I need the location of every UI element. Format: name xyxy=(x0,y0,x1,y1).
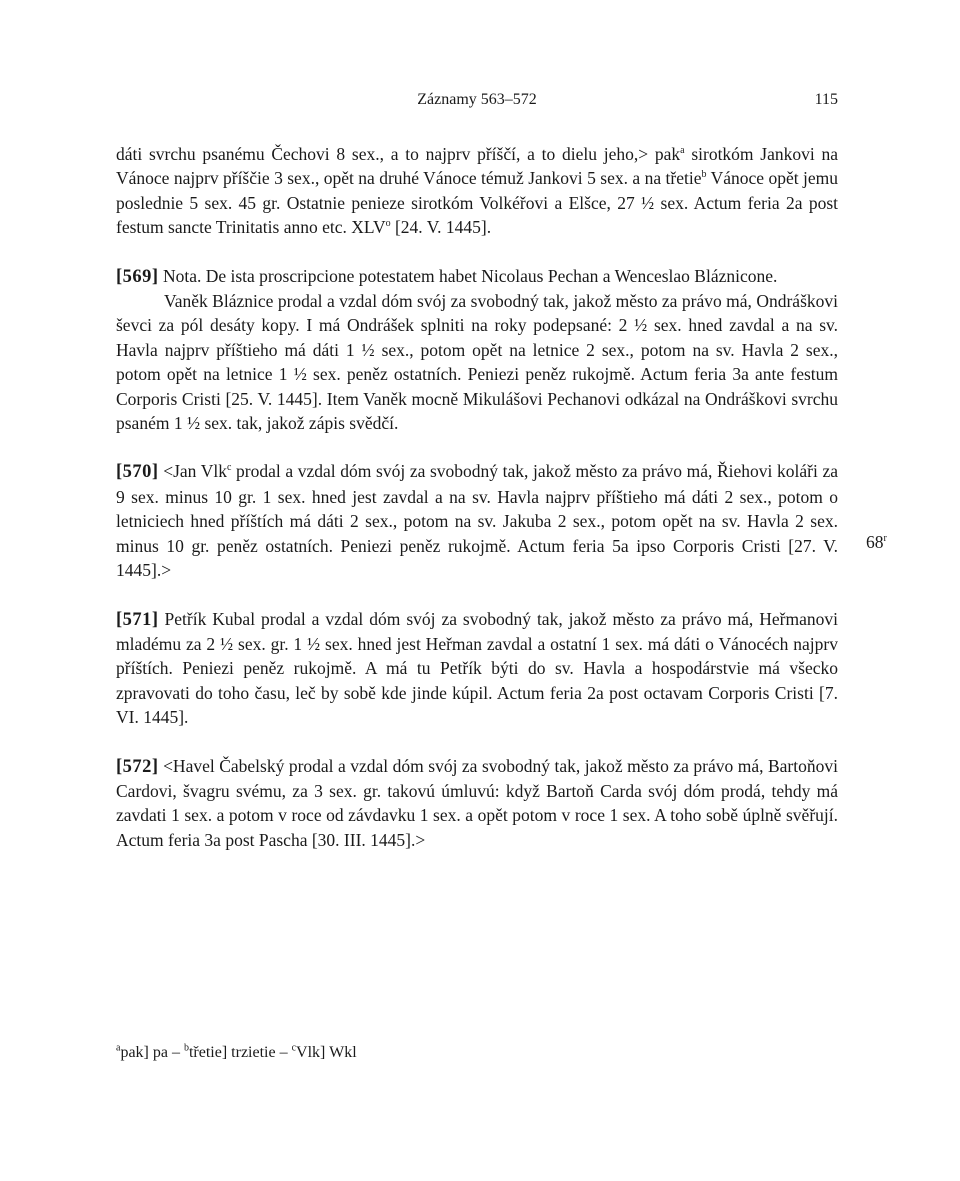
paragraph xyxy=(116,754,838,853)
text-run: dáti svrchu psanému Čechovi 8 sex., a to najprv příščí, a to dielu jeho,> pak xyxy=(116,144,681,164)
paragraph xyxy=(116,264,838,289)
footnote-b-mark: b xyxy=(183,1042,189,1054)
footnote-separator: – xyxy=(167,1044,184,1061)
footnote-mark-b: b xyxy=(701,169,707,181)
paragraph xyxy=(116,607,838,730)
running-title: Záznamy 563–572 xyxy=(417,91,537,108)
main-text xyxy=(116,142,838,852)
folio-side: r xyxy=(883,533,887,545)
text-run: <Jan Vlk xyxy=(158,461,227,482)
page-number: 115 xyxy=(814,91,838,108)
paragraph: Vaněk Bláznice prodal a vzdal dóm svój za svobodný tak, jakož město za právo má, Ondráškovi ševci za pól desáty kopy. I má Ondrášek splniti na roky podepsané: 2 ½ sex. hned zavdal a na sv. Havla najprv příštieho má dáti 1 ½ sex., potom opět na letnice 2 sex., potom na sv. Havla 2 sex., potom opět na letnice 1 ½ sex. peněz ostatních. Peniezi peněz rukojmě. Actum feria 3a ante festum Corporis Cristi [25. V. 1445]. Item Vaněk mocně Mikulášovi Pechanovi odkázal na Ondráškovi svrchu psaném 1 ½ sex. tak, jakož zápis svědčí. xyxy=(116,291,838,434)
text-run: [24. V. 1445]. xyxy=(390,217,492,238)
entry-572 xyxy=(116,754,838,853)
text-run: <Havel Čabelský prodal a vzdal dóm svój za svobodný tak, jakož město za právo má, Bartoňovi Cardovi, švagru svému, za 3 sex. gr. takovú úmluvú: když Bartoň Carda svój dóm prodá, tehdy má zavdati 1 sex. a potom v roce od závdavku 1 sex. a opět potom v roce 1 sex. A toho sobě úplně svěřují. Actum feria 3a post Pascha [30. III. 1445].> xyxy=(116,755,838,850)
footnote-mark-c: c xyxy=(226,462,232,474)
text-run: Petřík Kubal prodal a vzdal dóm svój za svobodný tak, jakož město za právo má, Heřmanovi mladému za 2 ½ sex. gr. 1 ½ sex. hned jest Heřman zavdal a ostatní 1 sex. má dáti o Vánocéch najprv příštích. Peniezi peněz rukojmě. A má tu Petřík býti do sv. Havla a hospodárstvie má všecko zpravovati do toho času, leč by sobě kde jinde kúpil. Actum feria 2a post octavam Corporis Cristi [7. VI. 1445]. xyxy=(116,608,838,728)
folio-number: 68 xyxy=(866,532,884,552)
folio-margin-note xyxy=(866,532,887,553)
entry-number: [571] xyxy=(116,609,159,630)
footnote-c-mark: c xyxy=(291,1042,297,1054)
text-run: Vánoce opět jemu poslednie 5 sex. 45 gr. Ostatnie penieze sirotkóm Volkéřovi a Elšce, 27 ½ sex. Actum feria 2a post festum sancte Trinitatis anno etc. XLV xyxy=(116,168,839,238)
text-run: prodal a vzdal dóm svój za svobodný tak, jakož město za právo má, Řiehovi koláři za 9 sex. minus 10 gr. 1 sex. hned jest zavdal a na sv. Havla najprv příštieho má dáti 2 sex., potom o letniciech hned příštích má dáti 2 sex., potom na sv. Jakuba 2 sex., potom opět na sv. Havla 2 sex. minus 10 gr. peněz ostatních. Peniezi peněz rukojmě. Actum feria 5a ipso Corporis Cristi [27. V. 1445].> xyxy=(116,461,838,581)
footnote-separator: – xyxy=(275,1044,292,1061)
ordinal-mark: o xyxy=(385,218,391,230)
entry-note: Nota. De ista proscripcione potestatem habet Nicolaus Pechan a Wenceslao Bláznicone. xyxy=(158,265,778,286)
running-head xyxy=(116,91,838,113)
entry-570 xyxy=(116,459,838,582)
entry-569 xyxy=(116,264,838,436)
footnote-c-text: Vlk] Wkl xyxy=(296,1044,357,1061)
text-run: sirotkóm Jankovi na Vánoce najprv příščie 3 sex., opět na druhé Vánoce témuž Jankovi 5 sex. a na třetie xyxy=(116,144,838,189)
entry-number: [570] xyxy=(116,462,159,483)
footnote-b-text: třetie] trzietie xyxy=(188,1044,276,1061)
footnote-a-text: pak] pa xyxy=(120,1044,168,1061)
paragraph xyxy=(116,142,838,240)
footnote-mark-a: a xyxy=(680,145,685,157)
entry-number: [569] xyxy=(116,266,159,287)
entry-571 xyxy=(116,607,838,730)
footnotes xyxy=(116,1042,357,1064)
entry-number: [572] xyxy=(116,756,159,777)
paragraph xyxy=(116,459,838,582)
footnote-a-mark: a xyxy=(116,1042,121,1054)
entry-continuation xyxy=(116,142,838,240)
